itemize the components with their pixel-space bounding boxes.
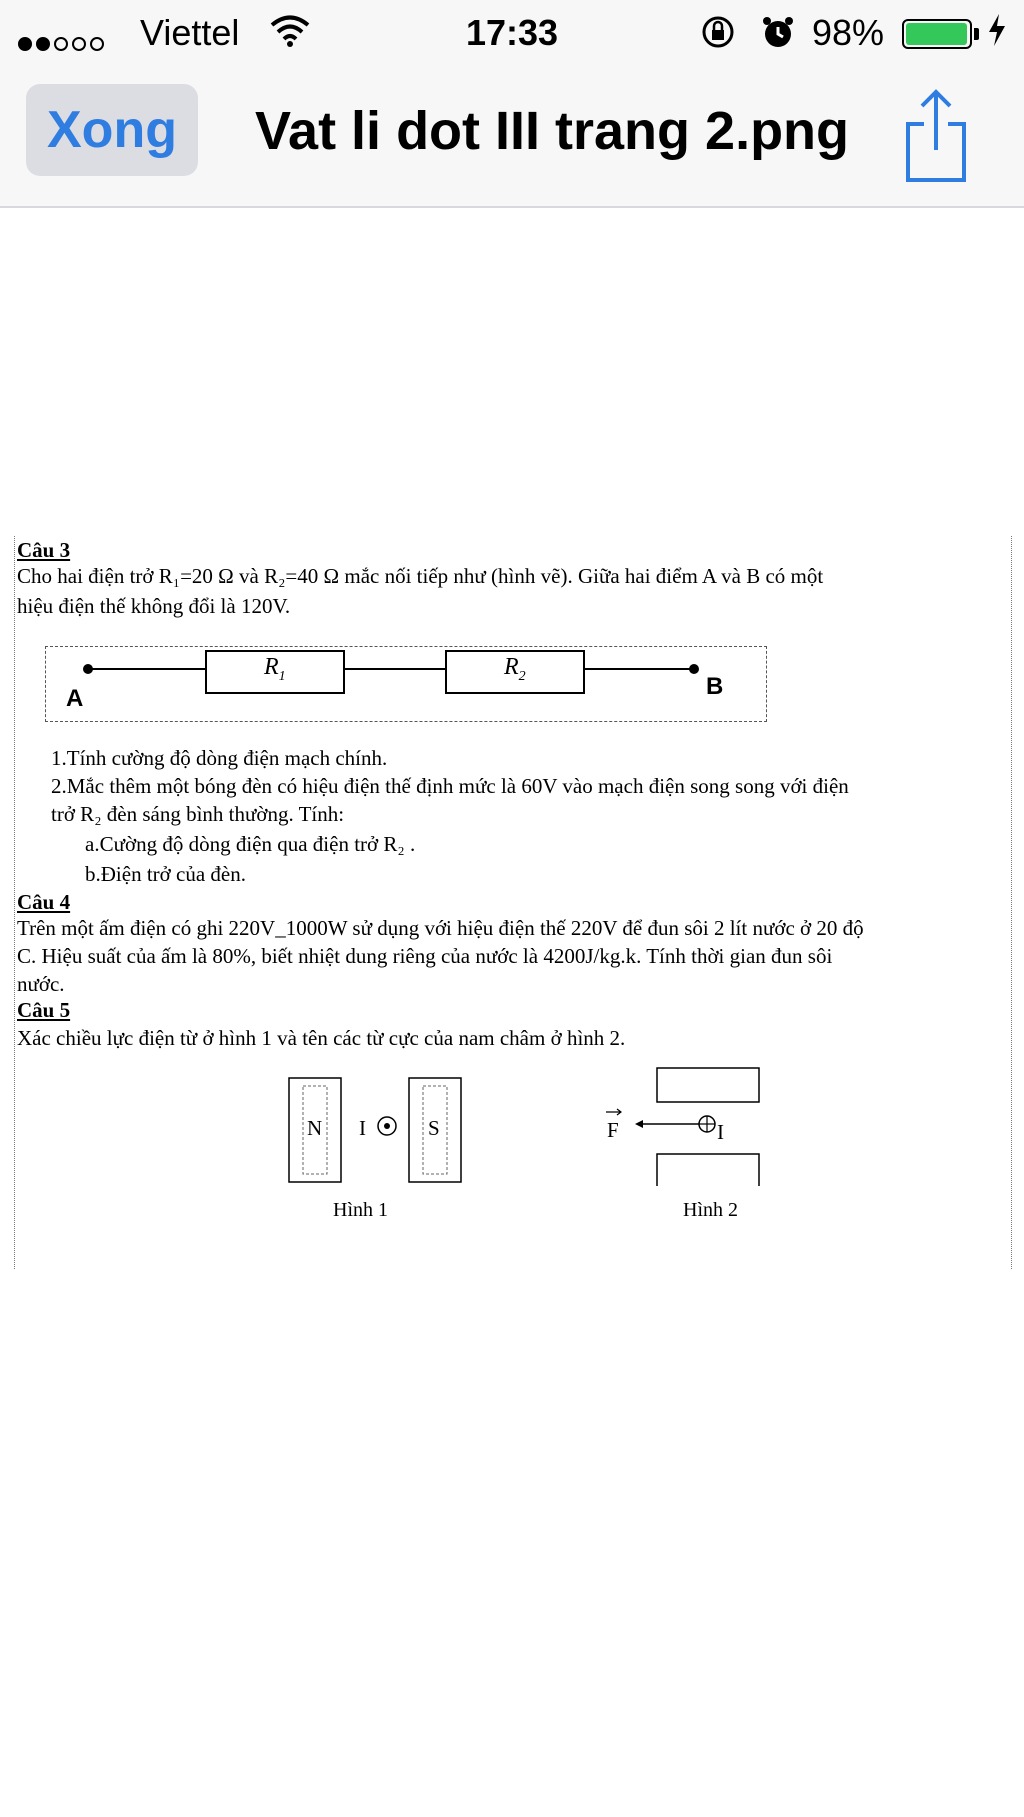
figure-2	[603, 1066, 783, 1221]
figure-2-drawing	[603, 1066, 783, 1186]
terminal-b-label: B	[706, 673, 724, 700]
figure-1-caption: Hình 1	[333, 1199, 388, 1221]
circuit-drawing	[46, 647, 766, 721]
carrier-name: Viettel	[140, 12, 240, 53]
circuit-diagram	[45, 646, 767, 722]
battery-percent: 98%	[812, 12, 885, 53]
alarm-icon	[760, 14, 796, 59]
share-button[interactable]	[900, 86, 972, 182]
figure-2-caption: Hình 2	[683, 1199, 738, 1221]
question-3-subitem: a.Cường độ dòng điện qua điện trở R₂ .	[85, 832, 416, 856]
magnet-top	[657, 1068, 759, 1102]
magnet-bottom	[657, 1154, 759, 1186]
question-3-subitem: b.Điện trở của đèn.	[85, 862, 246, 886]
charging-icon	[986, 12, 1008, 57]
force-arrow-head	[635, 1120, 643, 1128]
navigation-bar	[0, 66, 1024, 208]
question-3-item: 2.Mắc thêm một bóng đèn có hiệu điện thế định mức là 60V vào mạch điện song song với điện	[51, 774, 849, 798]
question-5-text: Xác chiều lực điện từ ở hình 1 và tên các từ cực của nam châm ở hình 2.	[17, 1026, 626, 1050]
resistor-r2-label	[504, 653, 526, 691]
done-button[interactable]: Xong	[26, 84, 198, 176]
figure-2-current-label: I	[717, 1120, 724, 1144]
question-5-heading: Câu 5	[17, 998, 71, 1022]
question-4-heading: Câu 4	[17, 890, 71, 914]
figure-1-current-label: I	[359, 1116, 366, 1140]
question-3-item: 1.Tính cường độ dòng điện mạch chính.	[51, 746, 388, 770]
resistor-r1-label	[264, 653, 286, 691]
resistor-r1-letter: R	[264, 654, 279, 680]
figure-2-force-label: F	[607, 1118, 619, 1142]
question-3-heading: Câu 3	[17, 538, 71, 562]
share-icon	[900, 86, 972, 182]
terminal-b-dot	[689, 664, 699, 674]
wifi-icon	[270, 14, 310, 57]
figure-1-s-label: S	[428, 1116, 440, 1140]
question-3-item: trở R₂ đèn sáng bình thường. Tính:	[51, 802, 345, 826]
question-3-text: Cho hai điện trở R₁=20 Ω và R₂=40 Ω mắc nối tiếp như (hình vẽ). Giữa hai điểm A và B có một	[17, 564, 824, 588]
vector-arrow-icon	[606, 1109, 621, 1115]
document-image	[14, 536, 1012, 1269]
question-4-text: C. Hiệu suất của ấm là 80%, biết nhiệt dung riêng của nước là 4200J/kg.k. Tính thời gian đun sôi	[17, 944, 833, 968]
page-title: Vat li dot III trang 2.png	[255, 101, 850, 161]
status-bar	[0, 0, 1024, 66]
resistor-r1-subscript: 1	[278, 668, 286, 684]
question-4-text: Trên một ấm điện có ghi 220V_1000W sử dụng với hiệu điện thế 220V để đun sôi 2 lít nước ở 20 độ	[17, 916, 864, 940]
battery-tip	[974, 28, 979, 40]
resistor-r2-subscript: 2	[518, 668, 526, 684]
orientation-lock-icon	[700, 14, 736, 59]
figure-1	[287, 1076, 467, 1221]
battery-level-fill	[906, 23, 967, 45]
question-3-text: hiệu điện thế không đổi là 120V.	[17, 594, 291, 618]
resistor-r2-letter: R	[504, 654, 519, 680]
battery-icon	[902, 19, 972, 49]
figure-1-n-label: N	[307, 1116, 323, 1140]
clock-time: 17:33	[466, 12, 559, 53]
signal-strength-icon	[18, 18, 108, 60]
question-4-text: nước.	[17, 972, 65, 996]
terminal-a-label: A	[66, 685, 84, 712]
